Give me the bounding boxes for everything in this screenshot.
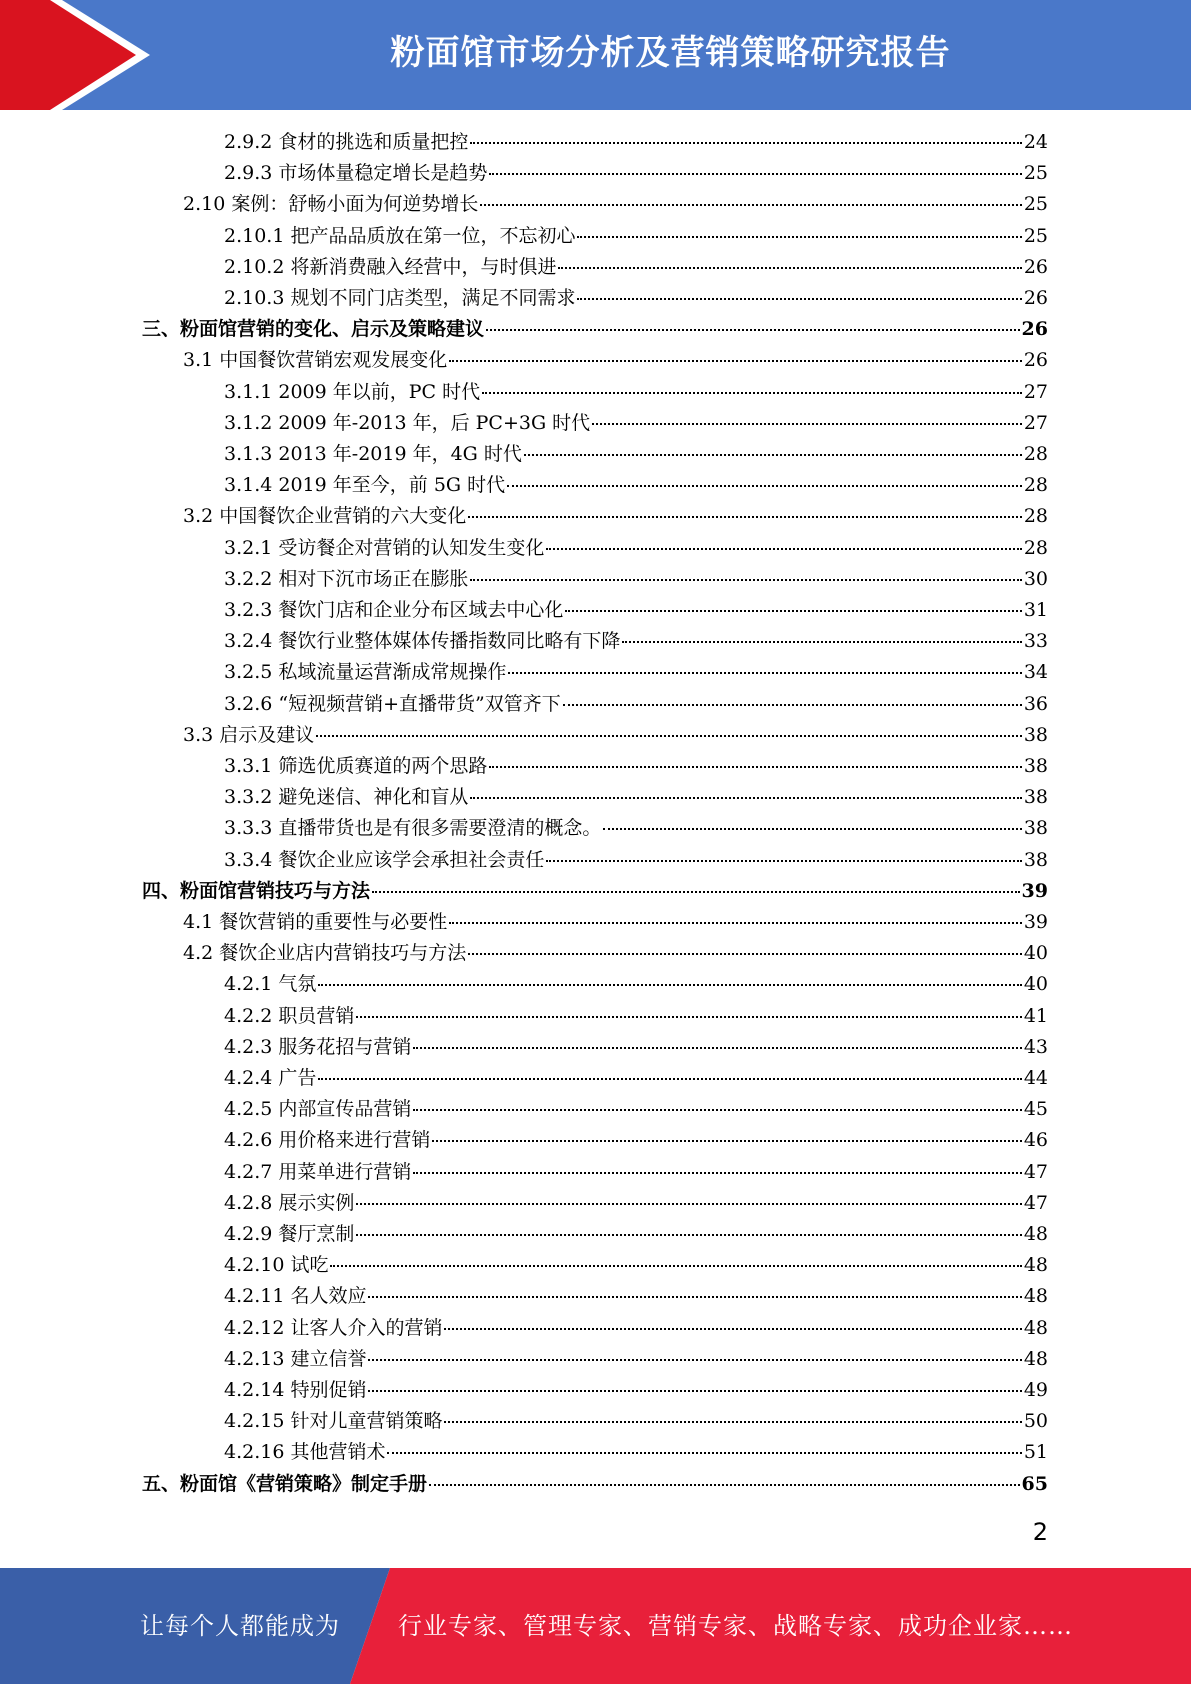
toc-entry-page: 36 — [1023, 692, 1048, 715]
toc-entry-title: 4.2.5 内部宣传品营销 — [224, 1098, 412, 1121]
toc-entry-title: 4.2 餐饮企业店内营销技巧与方法 — [183, 942, 467, 965]
toc-entry[interactable] — [224, 564, 1048, 595]
toc-dot-leader — [470, 141, 1021, 144]
toc-entry-title: 3.2.2 相对下沉市场正在膨胀 — [224, 567, 469, 590]
toc-entry[interactable] — [183, 345, 1048, 376]
toc-entry-page: 25 — [1023, 162, 1048, 185]
toc-entry-title: 4.2.4 广告 — [224, 1067, 317, 1089]
toc-dot-leader — [429, 1483, 1020, 1486]
page-number: 2 — [1032, 1518, 1048, 1546]
toc-entry[interactable] — [224, 1344, 1048, 1375]
toc-entry[interactable] — [224, 751, 1048, 782]
toc-dot-leader — [368, 1358, 1021, 1361]
toc-entry-title: 4.2.9 餐厅烹制 — [224, 1223, 355, 1245]
toc-dot-leader — [508, 671, 1021, 674]
toc-entry-page: 39 — [1021, 879, 1048, 902]
toc-entry-page: 48 — [1023, 1254, 1048, 1277]
toc-entry-title: 四、粉面馆营销技巧与方法 — [142, 879, 371, 902]
toc-entry-page: 46 — [1023, 1129, 1048, 1152]
toc-entry[interactable] — [224, 1094, 1048, 1125]
toc-entry-page: 38 — [1023, 755, 1048, 777]
toc-dot-leader — [413, 1108, 1021, 1111]
toc-entry[interactable] — [183, 907, 1048, 938]
toc-entry-page: 48 — [1023, 1316, 1048, 1339]
toc-entry-title: 2.9.3 市场体量稳定增长是趋势 — [224, 162, 488, 185]
toc-entry-title: 3.1.2 2009 年-2013 年，后 PC+3G 时代 — [224, 411, 591, 434]
toc-entry-page: 27 — [1023, 380, 1048, 403]
toc-entry-title: 4.2.10 试吃 — [224, 1254, 329, 1277]
toc-dot-leader — [368, 1389, 1021, 1392]
toc-dot-leader — [480, 203, 1021, 206]
toc-entry-page: 38 — [1023, 786, 1048, 809]
toc-entry[interactable] — [224, 1375, 1048, 1406]
toc-entry[interactable] — [224, 408, 1048, 439]
toc-dot-leader — [470, 578, 1021, 581]
toc-entry-page: 65 — [1021, 1472, 1048, 1495]
toc-entry-page: 41 — [1023, 1004, 1048, 1027]
toc-dot-leader — [486, 328, 1020, 331]
toc-entry-title: 4.2.3 服务花招与营销 — [224, 1035, 412, 1058]
toc-entry-title: 2.9.2 食材的挑选和质量把控 — [224, 131, 469, 153]
toc-entry-title: 3.3.2 避免迷信、神化和盲从 — [224, 786, 469, 809]
toc-entry-title: 4.2.14 特别促销 — [224, 1379, 367, 1401]
toc-entry-title: 3.3 启示及建议 — [183, 723, 315, 746]
toc-dot-leader — [356, 1202, 1021, 1205]
toc-entry-page: 43 — [1023, 1035, 1048, 1058]
toc-entry[interactable] — [224, 1219, 1048, 1250]
toc-entry[interactable] — [224, 595, 1048, 626]
toc-entry-page: 39 — [1023, 911, 1048, 933]
toc-entry[interactable] — [183, 501, 1048, 532]
toc-entry-title: 4.2.1 气氛 — [224, 973, 317, 996]
toc-dot-leader — [546, 547, 1021, 550]
footer-slogan-right: 行业专家、管理专家、营销专家、战略专家、成功企业家…… — [398, 1612, 1073, 1640]
toc-entry-page: 24 — [1023, 131, 1048, 153]
toc-entry-title: 三、粉面馆营销的变化、启示及策略建议 — [142, 318, 485, 341]
toc-entry[interactable] — [224, 813, 1048, 844]
toc-entry-page: 44 — [1023, 1067, 1048, 1089]
toc-dot-leader — [603, 827, 1021, 830]
toc-dot-leader — [318, 983, 1021, 986]
toc-entry-title: 4.2.7 用菜单进行营销 — [224, 1160, 412, 1183]
toc-entry[interactable] — [224, 221, 1048, 252]
toc-entry[interactable] — [224, 1188, 1048, 1219]
toc-entry-title: 2.10.1 把产品品质放在第一位，不忘初心 — [224, 224, 576, 247]
toc-entry[interactable] — [224, 439, 1048, 470]
toc-dot-leader — [368, 1295, 1021, 1298]
toc-dot-leader — [356, 1233, 1021, 1236]
toc-dot-leader — [558, 266, 1021, 269]
toc-entry-page: 31 — [1023, 599, 1048, 621]
toc-entry-page: 38 — [1023, 848, 1048, 871]
toc-entry-page: 28 — [1023, 505, 1048, 528]
toc-entry-page: 27 — [1023, 411, 1048, 434]
toc-dot-leader — [565, 609, 1021, 612]
page-header — [0, 0, 1191, 110]
toc-dot-leader — [524, 453, 1022, 456]
toc-entry-title: 3.3.4 餐饮企业应该学会承担社会责任 — [224, 848, 545, 871]
toc-dot-leader — [449, 359, 1022, 362]
toc-entry[interactable] — [224, 1032, 1048, 1063]
toc-dot-leader — [592, 422, 1022, 425]
toc-entry-page: 25 — [1023, 193, 1048, 216]
toc-entry-page: 28 — [1023, 536, 1048, 559]
toc-entry-title: 2.10.3 规划不同门店类型，满足不同需求 — [224, 287, 576, 309]
toc-entry[interactable] — [224, 626, 1048, 657]
header-chevron-decoration — [0, 0, 160, 110]
toc-entry[interactable] — [224, 252, 1048, 283]
toc-entry[interactable] — [224, 127, 1048, 158]
toc-entry-page: 26 — [1021, 318, 1048, 341]
toc-dot-leader — [546, 859, 1021, 862]
toc-entry[interactable] — [224, 969, 1048, 1000]
toc-entry[interactable] — [224, 1250, 1048, 1281]
toc-entry[interactable] — [183, 938, 1048, 969]
toc-entry[interactable] — [224, 158, 1048, 189]
toc-entry-page: 34 — [1023, 661, 1048, 684]
toc-entry-page: 30 — [1023, 567, 1048, 590]
toc-entry-page: 40 — [1023, 942, 1048, 965]
toc-entry-title: 3.2.4 餐饮行业整体媒体传播指数同比略有下降 — [224, 630, 621, 653]
toc-entry-page: 40 — [1023, 973, 1048, 996]
toc-entry[interactable] — [224, 1313, 1048, 1344]
toc-dot-leader — [449, 921, 1022, 924]
toc-dot-leader — [577, 297, 1021, 300]
toc-entry-title: 2.10.2 将新消费融入经营中，与时俱进 — [224, 255, 557, 278]
toc-dot-leader — [470, 796, 1021, 799]
toc-entry-title: 3.2.3 餐饮门店和企业分布区域去中心化 — [224, 599, 564, 621]
toc-entry[interactable] — [183, 720, 1048, 751]
toc-dot-leader — [413, 1046, 1021, 1049]
toc-entry-title: 3.1.1 2009 年以前，PC 时代 — [224, 380, 481, 403]
toc-entry[interactable] — [224, 377, 1048, 408]
toc-entry[interactable] — [224, 533, 1048, 564]
toc-entry-title: 2.10 案例：舒畅小面为何逆势增长 — [183, 193, 479, 216]
toc-entry[interactable] — [224, 1281, 1048, 1312]
toc-entry-title: 3.1.4 2019 年至今，前 5G 时代 — [224, 474, 506, 497]
toc-entry-title: 3.2.6 “短视频营销+直播带货”双管齐下 — [224, 692, 561, 715]
toc-dot-leader — [387, 1451, 1021, 1454]
toc-entry-page: 28 — [1023, 474, 1048, 497]
toc-entry[interactable] — [224, 782, 1048, 813]
report-title: 粉面馆市场分析及营销策略研究报告 — [390, 33, 951, 73]
toc-entry-title: 4.2.2 职员营销 — [224, 1004, 355, 1027]
toc-entry-title: 4.2.15 针对儿童营销策略 — [224, 1410, 443, 1433]
toc-dot-leader — [318, 1077, 1021, 1080]
toc-entry-page: 26 — [1023, 349, 1048, 372]
toc-entry-title: 3.3.1 筛选优质赛道的两个思路 — [224, 755, 488, 777]
toc-dot-leader — [330, 1264, 1021, 1267]
toc-dot-leader — [413, 1171, 1021, 1174]
toc-entry-title: 4.1 餐饮营销的重要性与必要性 — [183, 911, 448, 933]
toc-entry-title: 4.2.6 用价格来进行营销 — [224, 1129, 431, 1152]
toc-entry-page: 33 — [1023, 630, 1048, 653]
toc-entry[interactable] — [224, 1437, 1048, 1468]
toc-entry[interactable] — [183, 189, 1048, 220]
toc-entry-page: 49 — [1023, 1379, 1048, 1401]
toc-entry[interactable] — [224, 283, 1048, 314]
page-footer — [0, 1568, 1191, 1684]
toc-entry-title: 3.2 中国餐饮企业营销的六大变化 — [183, 505, 467, 528]
toc-dot-leader — [563, 703, 1022, 706]
toc-entry-title: 4.2.11 名人效应 — [224, 1285, 367, 1308]
toc-entry[interactable] — [224, 845, 1048, 876]
toc-entry-page: 51 — [1023, 1441, 1048, 1464]
toc-entry-page: 45 — [1023, 1098, 1048, 1121]
toc-entry-title: 3.1.3 2013 年-2019 年，4G 时代 — [224, 443, 522, 465]
toc-entry-title: 3.2.5 私域流量运营渐成常规操作 — [224, 661, 507, 684]
toc-dot-leader — [482, 391, 1022, 394]
toc-entry-page: 48 — [1023, 1223, 1048, 1245]
toc-dot-leader — [489, 765, 1021, 768]
toc-dot-leader — [316, 734, 1022, 737]
toc-entry-page: 47 — [1023, 1191, 1048, 1214]
toc-entry-title: 3.2.1 受访餐企对营销的认知发生变化 — [224, 536, 545, 559]
toc-dot-leader — [489, 172, 1021, 175]
toc-dot-leader — [622, 640, 1021, 643]
toc-entry[interactable] — [142, 876, 1048, 907]
toc-entry-title: 五、粉面馆《营销策略》制定手册 — [142, 1472, 428, 1495]
toc-entry[interactable] — [224, 1125, 1048, 1156]
toc-entry[interactable] — [224, 1406, 1048, 1437]
toc-entry[interactable] — [224, 470, 1048, 501]
toc-entry[interactable] — [224, 657, 1048, 688]
toc-dot-leader — [444, 1327, 1021, 1330]
toc-entry-page: 48 — [1023, 1285, 1048, 1308]
toc-entry-page: 50 — [1023, 1410, 1048, 1433]
toc-entry-page: 26 — [1023, 255, 1048, 278]
footer-slogan-left: 让每个人都能成为 — [140, 1612, 340, 1640]
toc-entry[interactable] — [142, 1469, 1048, 1500]
toc-dot-leader — [468, 952, 1022, 955]
toc-entry[interactable] — [142, 314, 1048, 345]
toc-entry-page: 38 — [1023, 817, 1048, 840]
toc-entry[interactable] — [224, 1157, 1048, 1188]
toc-dot-leader — [356, 1015, 1021, 1018]
toc-dot-leader — [372, 890, 1020, 893]
toc-entry-page: 38 — [1023, 723, 1048, 746]
toc-entry-title: 4.2.8 展示实例 — [224, 1191, 355, 1214]
toc-entry-title: 4.2.12 让客人介入的营销 — [224, 1316, 443, 1339]
toc-entry-page: 48 — [1023, 1347, 1048, 1370]
toc-entry[interactable] — [224, 1001, 1048, 1032]
toc-entry-title: 3.3.3 直播带货也是有很多需要澄清的概念。 — [224, 817, 602, 840]
toc-entry-page: 28 — [1023, 443, 1048, 465]
toc-dot-leader — [432, 1139, 1021, 1142]
toc-dot-leader — [577, 235, 1021, 238]
toc-entry-page: 26 — [1023, 287, 1048, 309]
toc-dot-leader — [468, 515, 1022, 518]
toc-entry-page: 25 — [1023, 224, 1048, 247]
toc-entry-title: 3.1 中国餐饮营销宏观发展变化 — [183, 349, 448, 372]
toc-entry[interactable] — [224, 689, 1048, 720]
toc-entry-title: 4.2.13 建立信誉 — [224, 1347, 367, 1370]
toc-entry-page: 47 — [1023, 1160, 1048, 1183]
toc-dot-leader — [444, 1420, 1021, 1423]
toc-entry[interactable] — [224, 1063, 1048, 1094]
toc-dot-leader — [507, 484, 1022, 487]
toc-entry-title: 4.2.16 其他营销术 — [224, 1441, 386, 1464]
